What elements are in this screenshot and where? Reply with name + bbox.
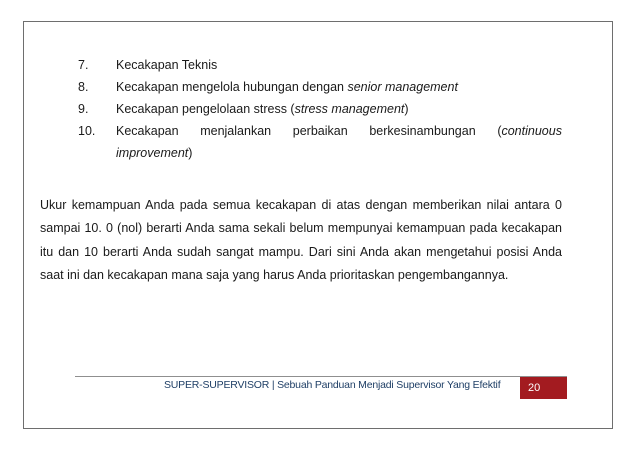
list-line xyxy=(116,142,562,164)
list-text: Kecakapan pengelolaan stress ( xyxy=(116,102,295,116)
list-number: 8. xyxy=(78,80,89,94)
footer-title: SUPER-SUPERVISOR | Sebuah Panduan Menjadi Supervisor Yang Efektif xyxy=(164,379,501,391)
list-word: perbaikan xyxy=(292,124,348,138)
list-item xyxy=(66,120,562,164)
page-number-badge: 20 xyxy=(518,377,567,399)
list-paren: ( xyxy=(497,124,502,138)
list-word: Kecakapan xyxy=(116,124,179,138)
list-text: Kecakapan Teknis xyxy=(116,58,218,72)
list-number: 10. xyxy=(78,124,96,138)
competency-list xyxy=(66,54,562,164)
footer-divider xyxy=(75,376,567,377)
body-paragraph: Ukur kemampuan Anda pada semua kecakapan di atas dengan memberikan nilai antara 0 sampai 10. 0 (nol) berarti Anda sama sekali belum mempunyai kemampuan pada kecakapan itu dan 10 berarti Anda sudah sangat mampu. Dari sini Anda akan mengetahui posisi Anda saat ini dan kecakapan mana saja yang harus Anda prioritaskan pengembangannya. xyxy=(40,197,562,282)
list-number: 7. xyxy=(78,58,89,72)
list-item xyxy=(66,54,562,76)
list-text-after: ) xyxy=(188,146,193,160)
list-word xyxy=(497,120,562,142)
list-text: Kecakapan mengelola hubungan dengan xyxy=(116,80,348,94)
list-text-italic: improvement xyxy=(116,146,189,160)
list-word: menjalankan xyxy=(200,124,272,138)
list-line xyxy=(116,120,562,142)
list-word: berkesinambungan xyxy=(369,124,476,138)
list-number: 9. xyxy=(78,102,89,116)
list-item xyxy=(66,76,562,98)
list-text-italic: stress management xyxy=(294,102,405,116)
list-item xyxy=(66,98,562,120)
list-text-after: ) xyxy=(404,102,409,116)
list-text-italic: senior management xyxy=(347,80,458,94)
list-text-italic: continuous xyxy=(501,124,562,138)
